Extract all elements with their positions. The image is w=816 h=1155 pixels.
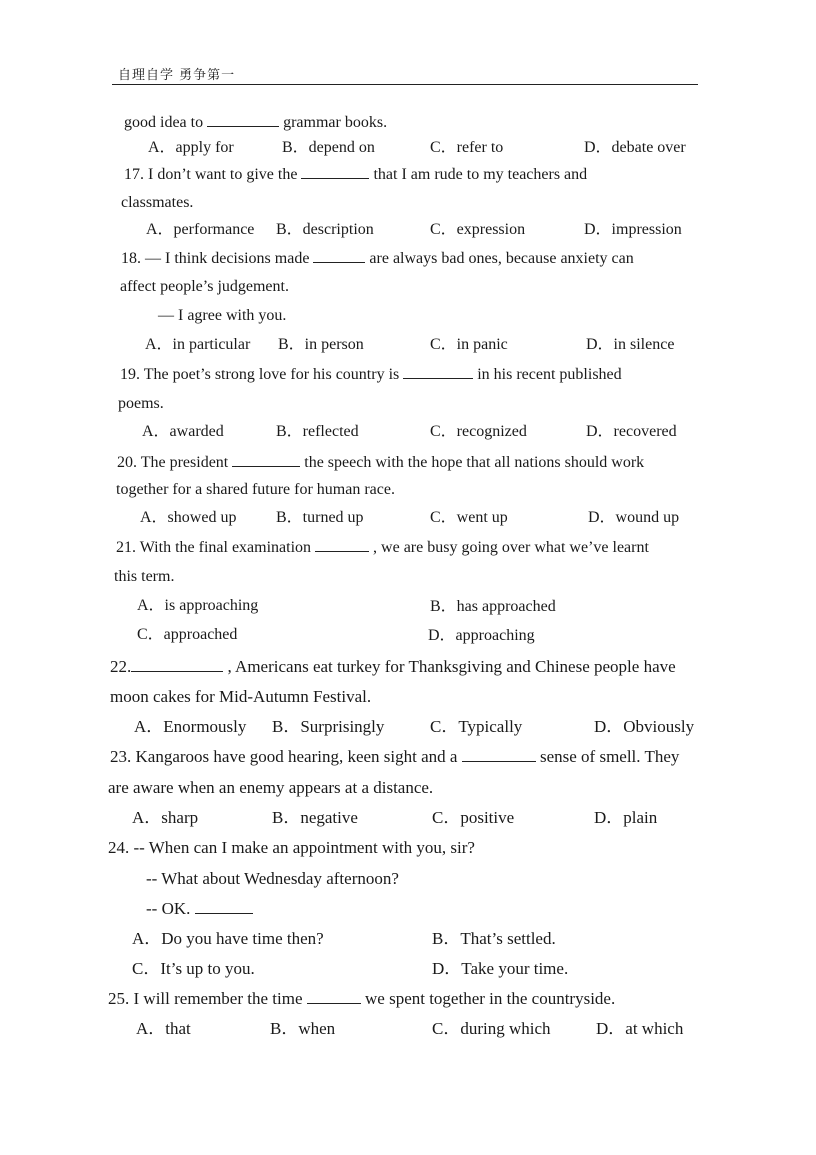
question-16-stem <box>124 112 387 133</box>
question-22-text-b: , Americans eat turkey for Thanksgiving and Chinese people have <box>227 657 676 676</box>
question-25-option-a[interactable]: A．that <box>136 1019 191 1038</box>
question-25-option-b[interactable]: B．when <box>270 1019 336 1038</box>
question-25-text-b: we spent together in the countryside. <box>365 989 616 1008</box>
question-21-stem <box>116 537 649 558</box>
question-17-blank[interactable] <box>301 164 369 179</box>
question-19-option-c[interactable]: C．recognized <box>430 423 527 440</box>
question-18-stem <box>121 248 634 269</box>
question-25-text-a: I will remember the time <box>133 989 303 1008</box>
question-23-option-b[interactable]: B．negative <box>272 808 358 827</box>
question-22-text-c: moon cakes for Mid-Autumn Festival. <box>110 687 372 706</box>
question-22-option-d[interactable]: D．Obviously <box>594 717 695 736</box>
question-17-stem <box>124 164 587 185</box>
question-19-stem <box>120 364 622 385</box>
question-23-text-c: are aware when an enemy appears at a distance. <box>108 778 434 797</box>
question-21-option-c[interactable]: C．approached <box>137 626 238 643</box>
question-20-text-c: together for a shared future for human race. <box>116 481 395 498</box>
question-22-stem <box>110 657 676 677</box>
question-20-option-c[interactable]: C．went up <box>430 509 508 526</box>
question-18-reply: — I agree with you. <box>158 307 287 324</box>
question-18-text-c: affect people’s judgement. <box>120 278 289 295</box>
question-20-option-d[interactable]: D．wound up <box>588 509 680 526</box>
question-24-option-a[interactable]: A．Do you have time then? <box>132 929 324 948</box>
question-21-text-b: , we are busy going over what we’ve learnt <box>373 539 649 556</box>
question-23-option-c[interactable]: C．positive <box>432 808 515 827</box>
question-20-stem <box>117 452 644 473</box>
question-16-option-a[interactable]: A．apply for <box>148 139 234 156</box>
question-17-option-b[interactable]: B．description <box>276 221 374 238</box>
question-20-text-a: The president <box>140 454 229 471</box>
question-24-option-c[interactable]: C．It’s up to you. <box>132 959 255 978</box>
question-18-text-b: are always bad ones, because anxiety can <box>369 250 634 267</box>
question-17-option-c[interactable]: C．expression <box>430 221 526 238</box>
question-18-number: 18. <box>121 250 141 267</box>
question-19-text-a: The poet’s strong love for his country is <box>143 366 400 383</box>
question-19-option-a[interactable]: A．awarded <box>142 423 224 440</box>
question-18-option-d[interactable]: D．in silence <box>586 336 675 353</box>
question-17-option-d[interactable]: D．impression <box>584 221 682 238</box>
question-21-blank[interactable] <box>315 537 369 552</box>
question-17-text-c: classmates. <box>121 194 194 211</box>
question-19-number: 19. <box>120 366 140 383</box>
question-17-number: 17. <box>124 166 144 183</box>
question-23-blank[interactable] <box>462 747 536 762</box>
question-25-option-c[interactable]: C．during which <box>432 1019 551 1038</box>
header-rule <box>112 84 698 85</box>
question-24-line-3-wrap <box>146 899 253 919</box>
question-22-option-b[interactable]: B．Surprisingly <box>272 717 385 736</box>
question-20-option-b[interactable]: B．turned up <box>276 509 364 526</box>
question-18-option-c[interactable]: C．in panic <box>430 336 508 353</box>
question-19-text-c: poems. <box>118 395 164 412</box>
question-21-text-a: With the final examination <box>139 539 312 556</box>
question-24-number: 24. <box>108 838 130 857</box>
question-25-number: 25. <box>108 989 130 1008</box>
question-23-text-b: sense of smell. They <box>539 747 680 766</box>
question-16-blank[interactable] <box>207 112 279 127</box>
question-24-line-2: -- What about Wednesday afternoon? <box>146 869 399 888</box>
question-23-option-a[interactable]: A．sharp <box>132 808 199 827</box>
question-19-option-b[interactable]: B．reflected <box>276 423 359 440</box>
question-16-option-b[interactable]: B．depend on <box>282 139 375 156</box>
question-19-option-d[interactable]: D．recovered <box>586 423 677 440</box>
question-16-option-d[interactable]: D．debate over <box>584 139 686 156</box>
question-21-text-c: this term. <box>114 568 175 585</box>
question-22-number: 22. <box>110 657 132 676</box>
question-24-blank[interactable] <box>195 899 253 914</box>
question-19-text-b: in his recent published <box>477 366 622 383</box>
question-17-text-a: I don’t want to give the <box>148 166 298 183</box>
question-25-stem <box>108 989 615 1009</box>
question-18-text-a: — I think decisions made <box>145 250 310 267</box>
question-23-text-a: Kangaroos have good hearing, keen sight and a <box>135 747 458 766</box>
question-21-option-b[interactable]: B．has approached <box>430 598 556 615</box>
question-23-stem <box>110 747 679 767</box>
question-24-line-1: -- When can I make an appointment with you, sir? <box>133 838 475 857</box>
question-22-blank[interactable] <box>131 657 223 672</box>
question-20-number: 20. <box>117 454 137 471</box>
question-20-text-b: the speech with the hope that all nations should work <box>304 454 645 471</box>
question-24-stem <box>108 838 475 858</box>
question-21-number: 21. <box>116 539 136 556</box>
question-22-option-a[interactable]: A．Enormously <box>134 717 247 736</box>
question-24-option-d[interactable]: D．Take your time. <box>432 959 569 978</box>
question-16-text-b: grammar books. <box>283 114 388 131</box>
question-20-blank[interactable] <box>232 452 300 467</box>
question-25-blank[interactable] <box>307 989 361 1004</box>
question-21-option-d[interactable]: D．approaching <box>428 627 535 644</box>
question-18-option-b[interactable]: B．in person <box>278 336 364 353</box>
question-25-option-d[interactable]: D．at which <box>596 1019 684 1038</box>
question-23-number: 23. <box>110 747 132 766</box>
question-21-option-a[interactable]: A．is approaching <box>137 597 259 614</box>
question-24-option-b[interactable]: B．That’s settled. <box>432 929 556 948</box>
question-16-text-a: good idea to <box>124 114 204 131</box>
question-17-option-a[interactable]: A．performance <box>146 221 255 238</box>
question-16-option-c[interactable]: C．refer to <box>430 139 504 156</box>
question-19-blank[interactable] <box>403 364 473 379</box>
question-20-option-a[interactable]: A．showed up <box>140 509 237 526</box>
question-17-text-b: that I am rude to my teachers and <box>373 166 588 183</box>
question-24-line-3: -- OK. <box>146 899 191 918</box>
page-header: 自理自学 勇争第一 <box>118 68 236 83</box>
question-18-blank[interactable] <box>313 248 365 263</box>
question-23-option-d[interactable]: D．plain <box>594 808 658 827</box>
question-22-option-c[interactable]: C．Typically <box>430 717 523 736</box>
question-18-option-a[interactable]: A．in particular <box>145 336 251 353</box>
